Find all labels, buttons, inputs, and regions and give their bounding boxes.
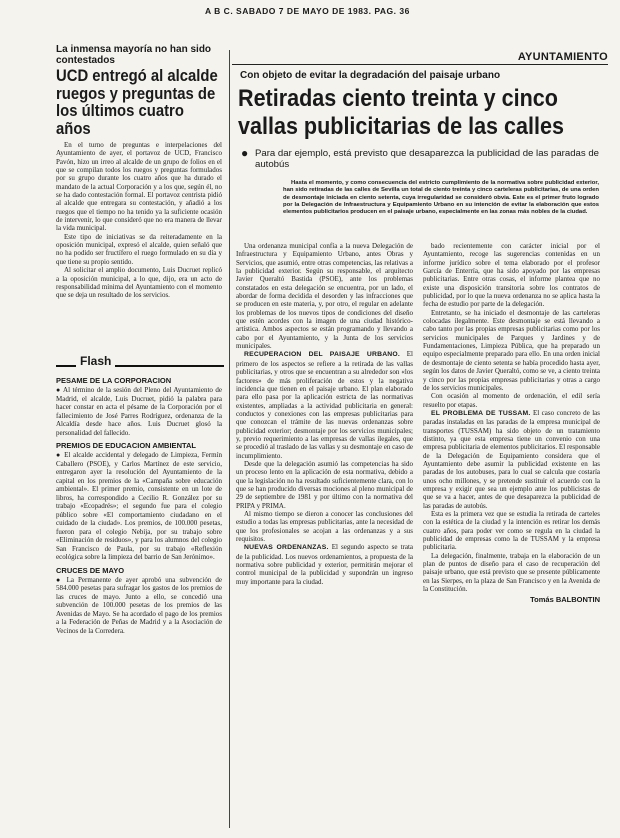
article-paragraph: Esta es la primera vez que se estudia la retirada de carteles con la estética de la ciudad y la intención es retirar los demás cuatro años, para poder ver como se regula en la ciudad la publicidad de empresas como la de TUSSAM y la empresa publicitaria.	[423, 510, 600, 552]
article-paragraph: Una ordenanza municipal confía a la nueva Delegación de Infraestructura y Equipamiento Urbano, antes Obras y Servicios, que asumió, entre otras competencias, las relativas a la publicidad exterior. Según su responsable, el arquitecto Javier Queraltó Bastida (PSOE), ante los problemas constatados en esta delegación se encuentra, por un lado, el abordar de forma decidida el desorden y las infracciones que se producen en este materia, y, por otro, el regular en adelante los problemas de los nuevos tipos de condiciones del diseño que estén acordes con la imagen de una ciudad histórico-artística. Ambos aspectos se están programando y llevando a cabo por el Ayuntamiento, y la Junta de los servicios municipales.	[236, 242, 413, 351]
article-paragraph: Entretanto, se ha iniciado el desmontaje de las carteleras colocadas ilegalmente. Este desmontaje se está llevando a cabo tanto por las propias empresas publicitarias como por los servicios municipales de Parques y Jardines y de Fundamentaciones, Limpieza Pública, que ha preparado un equipo especialmente preparado para ello. En una orden inicial de desmontaje de ciento setenta se había procedido hasta ayer, según los datos de Javier Queraltó, como se ve, a ciento treinta y cinco por las propias empresas publicitarias y otras a cargo de los servicios municipales.	[423, 308, 600, 392]
article-paragraph: Al mismo tiempo se dieron a conocer las conclusiones del estudio a todas las empresas publicitarias, ante la necesidad de que los profesionales se acojan a las ordenanzas y a sus requisitos.	[236, 510, 413, 544]
left-paragraph: Al solicitar el amplio documento, Luis Ducruet replicó a la oposición municipal, a lo que, dijo, era un acto de responsabilidad mínima del Ayuntamiento con el momento que se deja un resultado de los servicios.	[56, 266, 222, 300]
subhead: EL PROBLEMA DE TUSSAM.	[431, 409, 531, 417]
author-signature: Tomás BALBONTIN	[530, 595, 600, 605]
left-paragraph: Este tipo de iniciativas se da reiteradamente en la oposición municipal, expresó el alcalde, quien señaló que no ha podido ser fructífero el ruego formulado en su día y que tiene su propio sentido.	[56, 232, 222, 266]
flash-item	[56, 441, 222, 562]
article-paragraph-text: El caso concreto de las paradas instaladas en las paradas de la empresa municipal de transportes (TUSSAM) ha sido objeto de un tratamiento distinto, ya que esta empresa tiene un convenio con una empresa publicitaria de elementos publicitarios. El responsable de la Delegación de Equipamiento considera que el Ayuntamiento debe asumir la publicidad existente en las paradas de los autobuses, para lo cual se calcula que costaría unos ocho millones, y se pretende sustituir el acuerdo con la empresa y exigir que sea un ejemplo ante los publicistas de que se va a hacer, antes de que desaparezca la publicidad de las paradas de autobús.	[423, 408, 601, 510]
flash-items	[56, 376, 222, 639]
left-headline: UCD entregó al alcalde ruegos y preguntas de los últimos cuatro años	[56, 67, 218, 138]
flash-item-title: PREMIOS DE EDUCACION AMBIENTAL	[56, 441, 197, 450]
article-paragraph: La delegación, finalmente, trabaja en la elaboración de un plan de puntos de diseño para el caso de recuperación del paisaje urbano, que está previsto que se presente públicamente en las Sierpes, en la plaza de San Francisco y en la Avenida de la Constitución.	[423, 551, 600, 594]
article-paragraph	[236, 543, 413, 586]
article-deck: Con objeto de evitar la degradación del paisaje urbano	[240, 70, 501, 81]
flash-item-text: ● El alcalde accidental y delegado de Limpieza, Fermín Caballero (PSOE), y Carlos Martínez de este servicio, entregaron ayer la resolución del Ayuntamiento de la capital en los premios de la «Campaña sobre educación ambiental». El primer premio, consistente en un lote de libros, ha correspondido a Cecilio R. González por su trabajo «Ecopadrés»; el segundo fue para el colegio público sobre «El comportamiento ciudadano en el cuidado de la ciudad». Los premios, de 100.000 pesetas, fueron para el colegio Nebija, por su trabajo sobre «Eliminación de residuos», y para los alumnos del colegio San Francisco de Paula, por su trabajo «Reflexión ecológica sobre la limpieza del barrio de San Jerónimo».	[56, 451, 222, 561]
article-subdeck	[243, 148, 599, 170]
article-lead	[283, 180, 599, 217]
lead-text: Hasta el momento, y como consecuencia del estricto cumplimiento de la normativa sobre publicidad exterior, han sido retiradas de las calles de Sevilla un total de ciento treinta y cinco carteleras publicitarias, de una orden de desmontaje iniciada en ciento setenta, cuya irregularidad se consideró obvia. Este es el primer fruto logrado por la Delegación de Infraestructura y Equipamiento Urbano en su intención de evitar la elaboración que estos elementos publicitarios producen en el paisaje urbano, especialmente en las zonas más nobles de la ciudad.	[283, 180, 599, 216]
column-divider	[229, 50, 230, 828]
article-paragraph: bado recientemente con carácter inicial por el Ayuntamiento, recoge las sugerencias contenidas en un informe jurídico sobre el tema elaborado por el profesor García de Enterría, que ha sido apoyado por las empresas publicitarias. Entre otras cosas, el informe plantea que no existe una disposición transitoria sobre los contratos de publicidad, por lo que la nueva ordenanza no se aplica hasta la fecha de estudio por parte de la delegación.	[423, 242, 600, 309]
section-rule	[232, 64, 608, 65]
flash-label: Flash	[76, 354, 115, 368]
flash-item-title: PESAME DE LA CORPORACION	[56, 376, 172, 385]
flash-item	[56, 566, 222, 636]
article-paragraph: Con ocasión al momento de ordenación, el edil sería resuelto por etapas.	[423, 392, 600, 409]
article-paragraph: Desde que la delegación asumió las competencias ha sido un proceso lento en la aplicación de esta normativa, debido a que la legislación no ha resultado suficientemente clara, con lo que se han producido diversas mociones al pleno municipal de 29 de septiembre de 1981 y por último con la normativa del PRIPA y PRIMA.	[236, 459, 413, 510]
flash-item-text: ● La Permanente de ayer aprobó una subvención de 584.000 pesetas para sufragar los gastos de los premios de las cruces de mayo. Junto a ello, se concedió una subvención de 100.000 pesetas de los premios de las Avenidas de Mayo. Se ha acordado el pago de los premios a la Federación de Peñas de Madrid y a la Asociación de Vecinos de la Corredera.	[56, 575, 222, 635]
subhead: RECUPERACION DEL PAISAJE URBANO.	[244, 351, 400, 359]
left-article-body	[56, 141, 222, 300]
flash-item	[56, 376, 222, 437]
flash-item-text: ● Al término de la sesión del Pleno del Ayuntamiento de Madrid, el alcalde, Luis Ducruet, pidió la palabra para hacer constar en acta el pésame de la Corporación por el fallecimiento de José Parres Rodríguez, ordenanza de la Alcaldía desde hace años. Luis Ducruet glosó la personalidad del fallecido.	[56, 386, 222, 437]
flash-item-title: CRUCES DE MAYO	[56, 565, 125, 575]
bullet-icon: ●	[241, 146, 249, 160]
article-column-1	[236, 242, 413, 586]
article-headline: Retiradas ciento treinta y cinco vallas publicitarias de las calles	[238, 85, 564, 140]
article-paragraph	[236, 350, 413, 459]
subhead: NUEVAS ORDENANZAS.	[244, 544, 329, 552]
article-paragraph	[423, 409, 600, 510]
section-title: AYUNTAMIENTO	[517, 51, 608, 63]
page-header: A B C. SABADO 7 DE MAYO DE 1983. PAG. 36	[205, 6, 410, 16]
article-column-2	[423, 242, 600, 605]
left-kicker: La inmensa mayoría no han sido contestados	[56, 44, 212, 66]
left-paragraph: En el turno de preguntas e interpelaciones del Ayuntamiento de ayer, el portavoz de UCD, Francisco Pavón, hizo un irreo al alcalde de un grupo de folios en el que se compilan todos los ruegos y preguntas formulados por su grupo durante los cuatro años que ha durado el mandato de la actual Corporación y a los que, según él, no se ha dado contestación formal. El portavoz centrista pidió al alcalde que entregara su contestación, y añadió a los ruegos que el tiempo no ha tenido ya la suficiente ocasión de intervenir, lo que consideró que no era manera de llevar la vida municipal.	[56, 141, 222, 233]
article-paragraph-text: El segundo aspecto se trata de la publicidad. Los nuevos ordenamientos, a propuesta de la normativa sobre publicidad y exterior, permitirán mejorar el control municipal de la publicidad y supondrán un ingreso muy importante para la ciudad.	[236, 543, 414, 586]
article-paragraph-text: El primero de los aspectos se refiere a la retirada de las vallas publicitarias, y otros que se encuentran a su alrededor son «los factores» de más proliferación de estos y la negativa incidencia que tienen en el paisaje urbano. El plan elaborado para ello pasa por la aplicación estricta de las normativas existentes, ampliadas a la actividad publicitaria en general: conductos y conexiones con las empresas publicitarias para que conozcan el trámite de las nuevas ordenanzas sobre publicidad exterior; desmontaje por los servicios municipales; y, previo requerimiento a las empresas de vallas ilegales, que se procedió al traslado de las vallas y su desmontaje en caso de incumplimiento.	[236, 350, 413, 460]
subdeck-text: Para dar ejemplo, está previsto que desaparezca la publicidad de las paradas de autobús	[255, 148, 599, 170]
